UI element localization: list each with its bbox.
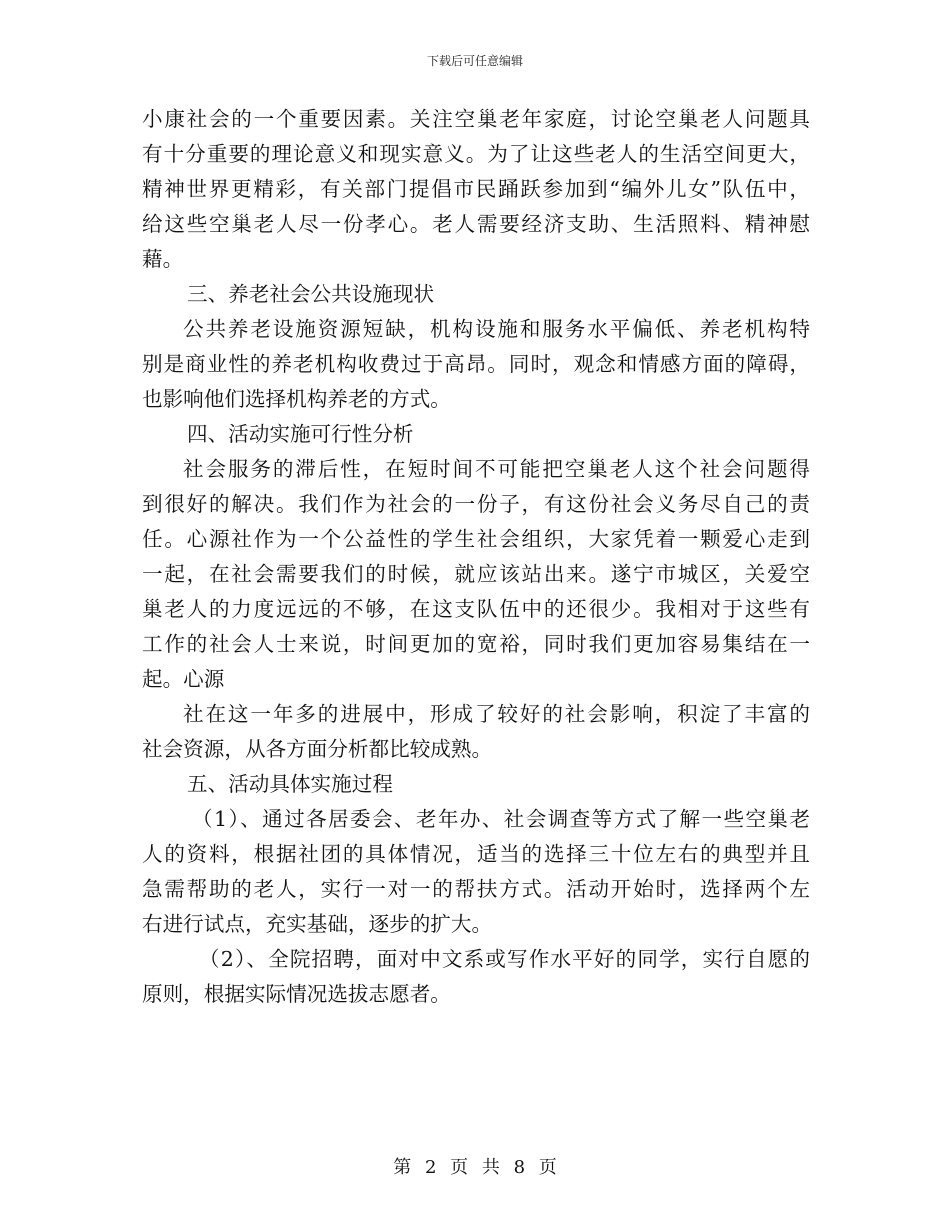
- text-line: 任。心源社作为一个公益性的学生社会组织，大家凭着一颗爱心走到: [142, 527, 810, 551]
- footer-total-word: 共: [481, 1157, 500, 1178]
- text-line: （2）、全院招聘，面对中文系或写作水平好的同学，实行自愿的: [199, 947, 810, 971]
- text-line: 也影响他们选择机构养老的方式。: [142, 387, 451, 411]
- text-line: 精神世界更精彩，有关部门提倡市民踊跃参加到“编外儿女”队伍中，: [142, 177, 810, 201]
- text-line: 起。心源: [142, 667, 225, 691]
- text-line: 巢老人的力度远远的不够，在这支队伍中的还很少。我相对于这些有: [142, 597, 810, 621]
- section-heading: 四、活动实施可行性分析: [187, 422, 414, 446]
- page-footer: [0, 1153, 950, 1179]
- text-line: 到很好的解决。我们作为社会的一份子，有这份社会义务尽自己的责: [142, 492, 810, 516]
- text-line: 人的资料，根据社团的具体情况，适当的选择三十位左右的典型并且: [142, 842, 810, 866]
- text-line: 别是商业性的养老机构收费过于高昂。同时，观念和情感方面的障碍，: [142, 352, 810, 376]
- text-line: 右进行试点，充实基础，逐步的扩大。: [142, 912, 493, 936]
- current-page-number: 2: [424, 1157, 437, 1178]
- text-line: 给这些空巢老人尽一份孝心。老人需要经济支助、生活照料、精神慰: [142, 212, 810, 236]
- text-line: （1）、通过各居委会、老年办、社会调查等方式了解一些空巢老: [192, 807, 810, 831]
- text-line: 急需帮助的老人，实行一对一的帮扶方式。活动开始时，选择两个左: [142, 877, 810, 901]
- footer-suffix: 页: [538, 1157, 557, 1178]
- footer-page-word: 页: [450, 1157, 469, 1178]
- page-header: 下载后可任意编辑: [426, 54, 523, 68]
- text-line: 社在这一年多的进展中，形成了较好的社会影响，积淀了丰富的: [183, 702, 810, 726]
- text-line: 社会资源，从各方面分析都比较成熟。: [142, 737, 493, 761]
- total-pages-number: 8: [513, 1157, 526, 1178]
- section-heading: 五、活动具体实施过程: [187, 772, 393, 796]
- text-line: 一起，在社会需要我们的时候，就应该站出来。遂宁市城区，关爱空: [142, 562, 810, 586]
- text-line: 公共养老设施资源短缺，机构设施和服务水平偏低、养老机构特: [183, 317, 810, 341]
- text-line: 工作的社会人士来说，时间更加的宽裕，同时我们更加容易集结在一: [142, 632, 810, 656]
- text-line: 有十分重要的理论意义和现实意义。为了让这些老人的生活空间更大，: [142, 142, 810, 166]
- footer-prefix: 第: [393, 1157, 412, 1178]
- document-body: [142, 102, 810, 1012]
- section-heading: 三、养老社会公共设施现状: [187, 282, 435, 306]
- text-line: 小康社会的一个重要因素。关注空巢老年家庭，讨论空巢老人问题具: [142, 107, 810, 131]
- text-line: 藉。: [142, 247, 184, 271]
- text-line: 原则，根据实际情况选拔志愿者。: [142, 982, 451, 1006]
- text-line: 社会服务的滞后性，在短时间不可能把空巢老人这个社会问题得: [183, 457, 810, 481]
